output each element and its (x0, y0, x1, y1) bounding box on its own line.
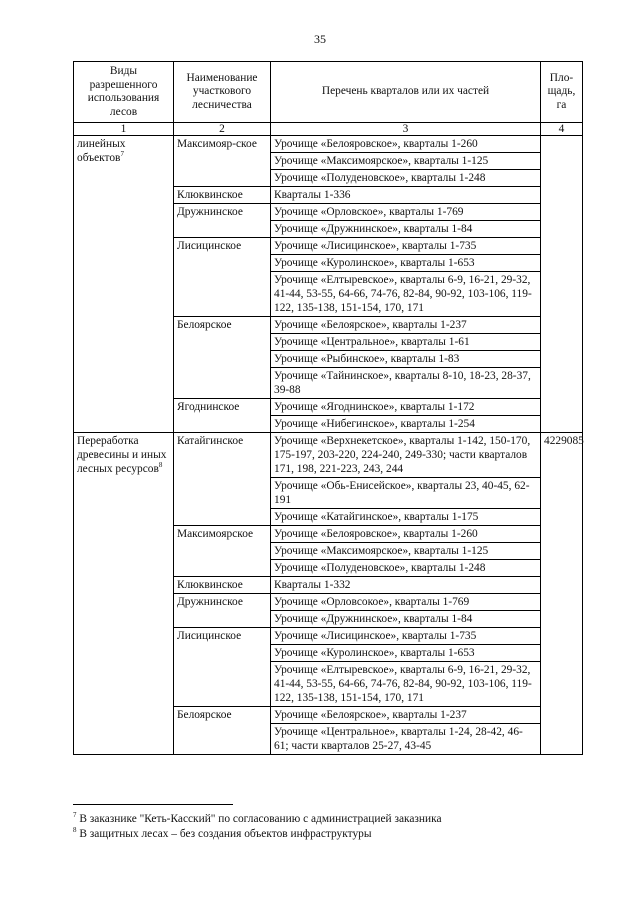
footnotes (73, 812, 593, 842)
quarters-cell: Урочище «Куролинское», кварталы 1-653 (271, 645, 541, 662)
quarters-cell: Урочище «Обь-Енисейское», кварталы 23, 40-45, 62-191 (271, 478, 541, 509)
quarters-cell: Урочище «Дружнинское», кварталы 1-84 (271, 611, 541, 628)
quarters-cell: Урочище «Верхнекетское», кварталы 1-142, 150-170, 175-197, 203-220, 224-240, 249-330; части кварталов 171, 198, 221-223, 243, 244 (271, 433, 541, 478)
table-row (74, 433, 583, 478)
forestry-name-cell: Клюквинское (174, 577, 271, 594)
table-row (74, 136, 583, 153)
forest-use-table (73, 61, 583, 755)
forestry-name-cell: Максимояр-ское (174, 136, 271, 187)
footnote-text: В защитных лесах – без создания объектов инфраструктуры (76, 828, 372, 840)
column-number: 2 (174, 123, 271, 136)
use-type-label: Переработка древесины и иных лесных ресурсов (77, 435, 167, 475)
quarters-cell: Урочище «Белоярское», кварталы 1-237 (271, 707, 541, 724)
quarters-cell: Урочище «Ягоднинское», кварталы 1-172 (271, 399, 541, 416)
footnote (73, 812, 593, 827)
column-number: 3 (271, 123, 541, 136)
quarters-cell: Урочище «Белояровское», кварталы 1-260 (271, 136, 541, 153)
footnote-mark: 8 (73, 826, 77, 835)
header-use-type: Виды разрешенного использования лесов (74, 62, 174, 123)
quarters-cell: Урочище «Тайнинское», кварталы 8-10, 18-23, 28-37, 39-88 (271, 368, 541, 399)
footnote-reference: 8 (158, 461, 163, 470)
footnote-reference: 7 (120, 150, 124, 159)
quarters-cell: Урочище «Полуденовское», кварталы 1-248 (271, 170, 541, 187)
area-cell: 4229085 (541, 433, 583, 755)
quarters-cell: Урочище «Елтыревское», кварталы 6-9, 16-21, 29-32, 41-44, 53-55, 64-66, 74-76, 82-84, 90-92, 103-106, 119-122, 135-138, 151-154, 170, 171 (271, 272, 541, 317)
quarters-cell: Урочище «Лисицинское», кварталы 1-735 (271, 628, 541, 645)
quarters-cell: Урочище «Лисицинское», кварталы 1-735 (271, 238, 541, 255)
quarters-cell: Урочище «Белояровское», кварталы 1-260 (271, 526, 541, 543)
forestry-name-cell: Лисицинское (174, 238, 271, 317)
use-type-cell (74, 136, 174, 433)
quarters-cell: Урочище «Орловское», кварталы 1-769 (271, 204, 541, 221)
quarters-cell: Урочище «Катайгинское», кварталы 1-175 (271, 509, 541, 526)
quarters-cell: Урочище «Максимоярское», кварталы 1-125 (271, 543, 541, 560)
quarters-cell: Урочище «Дружнинское», кварталы 1-84 (271, 221, 541, 238)
footnote-text: В заказнике "Кеть-Касский" по согласованию с администрацией заказника (76, 813, 442, 825)
quarters-cell: Урочище «Полуденовское», кварталы 1-248 (271, 560, 541, 577)
quarters-cell: Урочище «Рыбинское», кварталы 1-83 (271, 351, 541, 368)
footnote (73, 827, 593, 842)
quarters-cell: Урочище «Белоярское», кварталы 1-237 (271, 317, 541, 334)
quarters-cell: Урочище «Орловсокое», кварталы 1-769 (271, 594, 541, 611)
quarters-cell: Урочище «Максимоярское», кварталы 1-125 (271, 153, 541, 170)
quarters-cell: Урочище «Центральное», кварталы 1-24, 28-42, 46-61; части кварталов 25-27, 43-45 (271, 724, 541, 755)
column-number: 1 (74, 123, 174, 136)
forestry-name-cell: Катайгинское (174, 433, 271, 526)
quarters-cell: Кварталы 1-336 (271, 187, 541, 204)
column-number: 4 (541, 123, 583, 136)
forestry-name-cell: Дружнинское (174, 594, 271, 628)
header-forestry: Наименование участкового лесничества (174, 62, 271, 123)
use-type-label: линейных объектов (77, 138, 126, 164)
forestry-name-cell: Лисицинское (174, 628, 271, 707)
quarters-cell: Урочище «Елтыревское», кварталы 6-9, 16-21, 29-32, 41-44, 53-55, 64-66, 74-76, 82-84, 90-92, 103-106, 119-122, 135-138, 151-154, 170, 171 (271, 662, 541, 707)
quarters-cell: Кварталы 1-332 (271, 577, 541, 594)
area-cell (541, 136, 583, 433)
forestry-name-cell: Ягоднинское (174, 399, 271, 433)
quarters-cell: Урочище «Куролинское», кварталы 1-653 (271, 255, 541, 272)
table-header-row (74, 62, 583, 123)
page-number: 35 (314, 32, 326, 46)
header-quarters: Перечень кварталов или их частей (271, 62, 541, 123)
forestry-name-cell: Белоярское (174, 707, 271, 755)
forestry-name-cell: Клюквинское (174, 187, 271, 204)
forestry-name-cell: Дружнинское (174, 204, 271, 238)
column-number-row (74, 123, 583, 136)
quarters-cell: Урочище «Центральное», кварталы 1-61 (271, 334, 541, 351)
header-area: Пло-щадь, га (541, 62, 583, 123)
use-type-cell (74, 433, 174, 755)
footnote-divider (73, 804, 233, 805)
footnote-mark: 7 (73, 811, 77, 820)
quarters-cell: Урочище «Нибегинское», кварталы 1-254 (271, 416, 541, 433)
forestry-name-cell: Белоярское (174, 317, 271, 399)
forestry-name-cell: Максимоярское (174, 526, 271, 577)
table-body (74, 136, 583, 755)
